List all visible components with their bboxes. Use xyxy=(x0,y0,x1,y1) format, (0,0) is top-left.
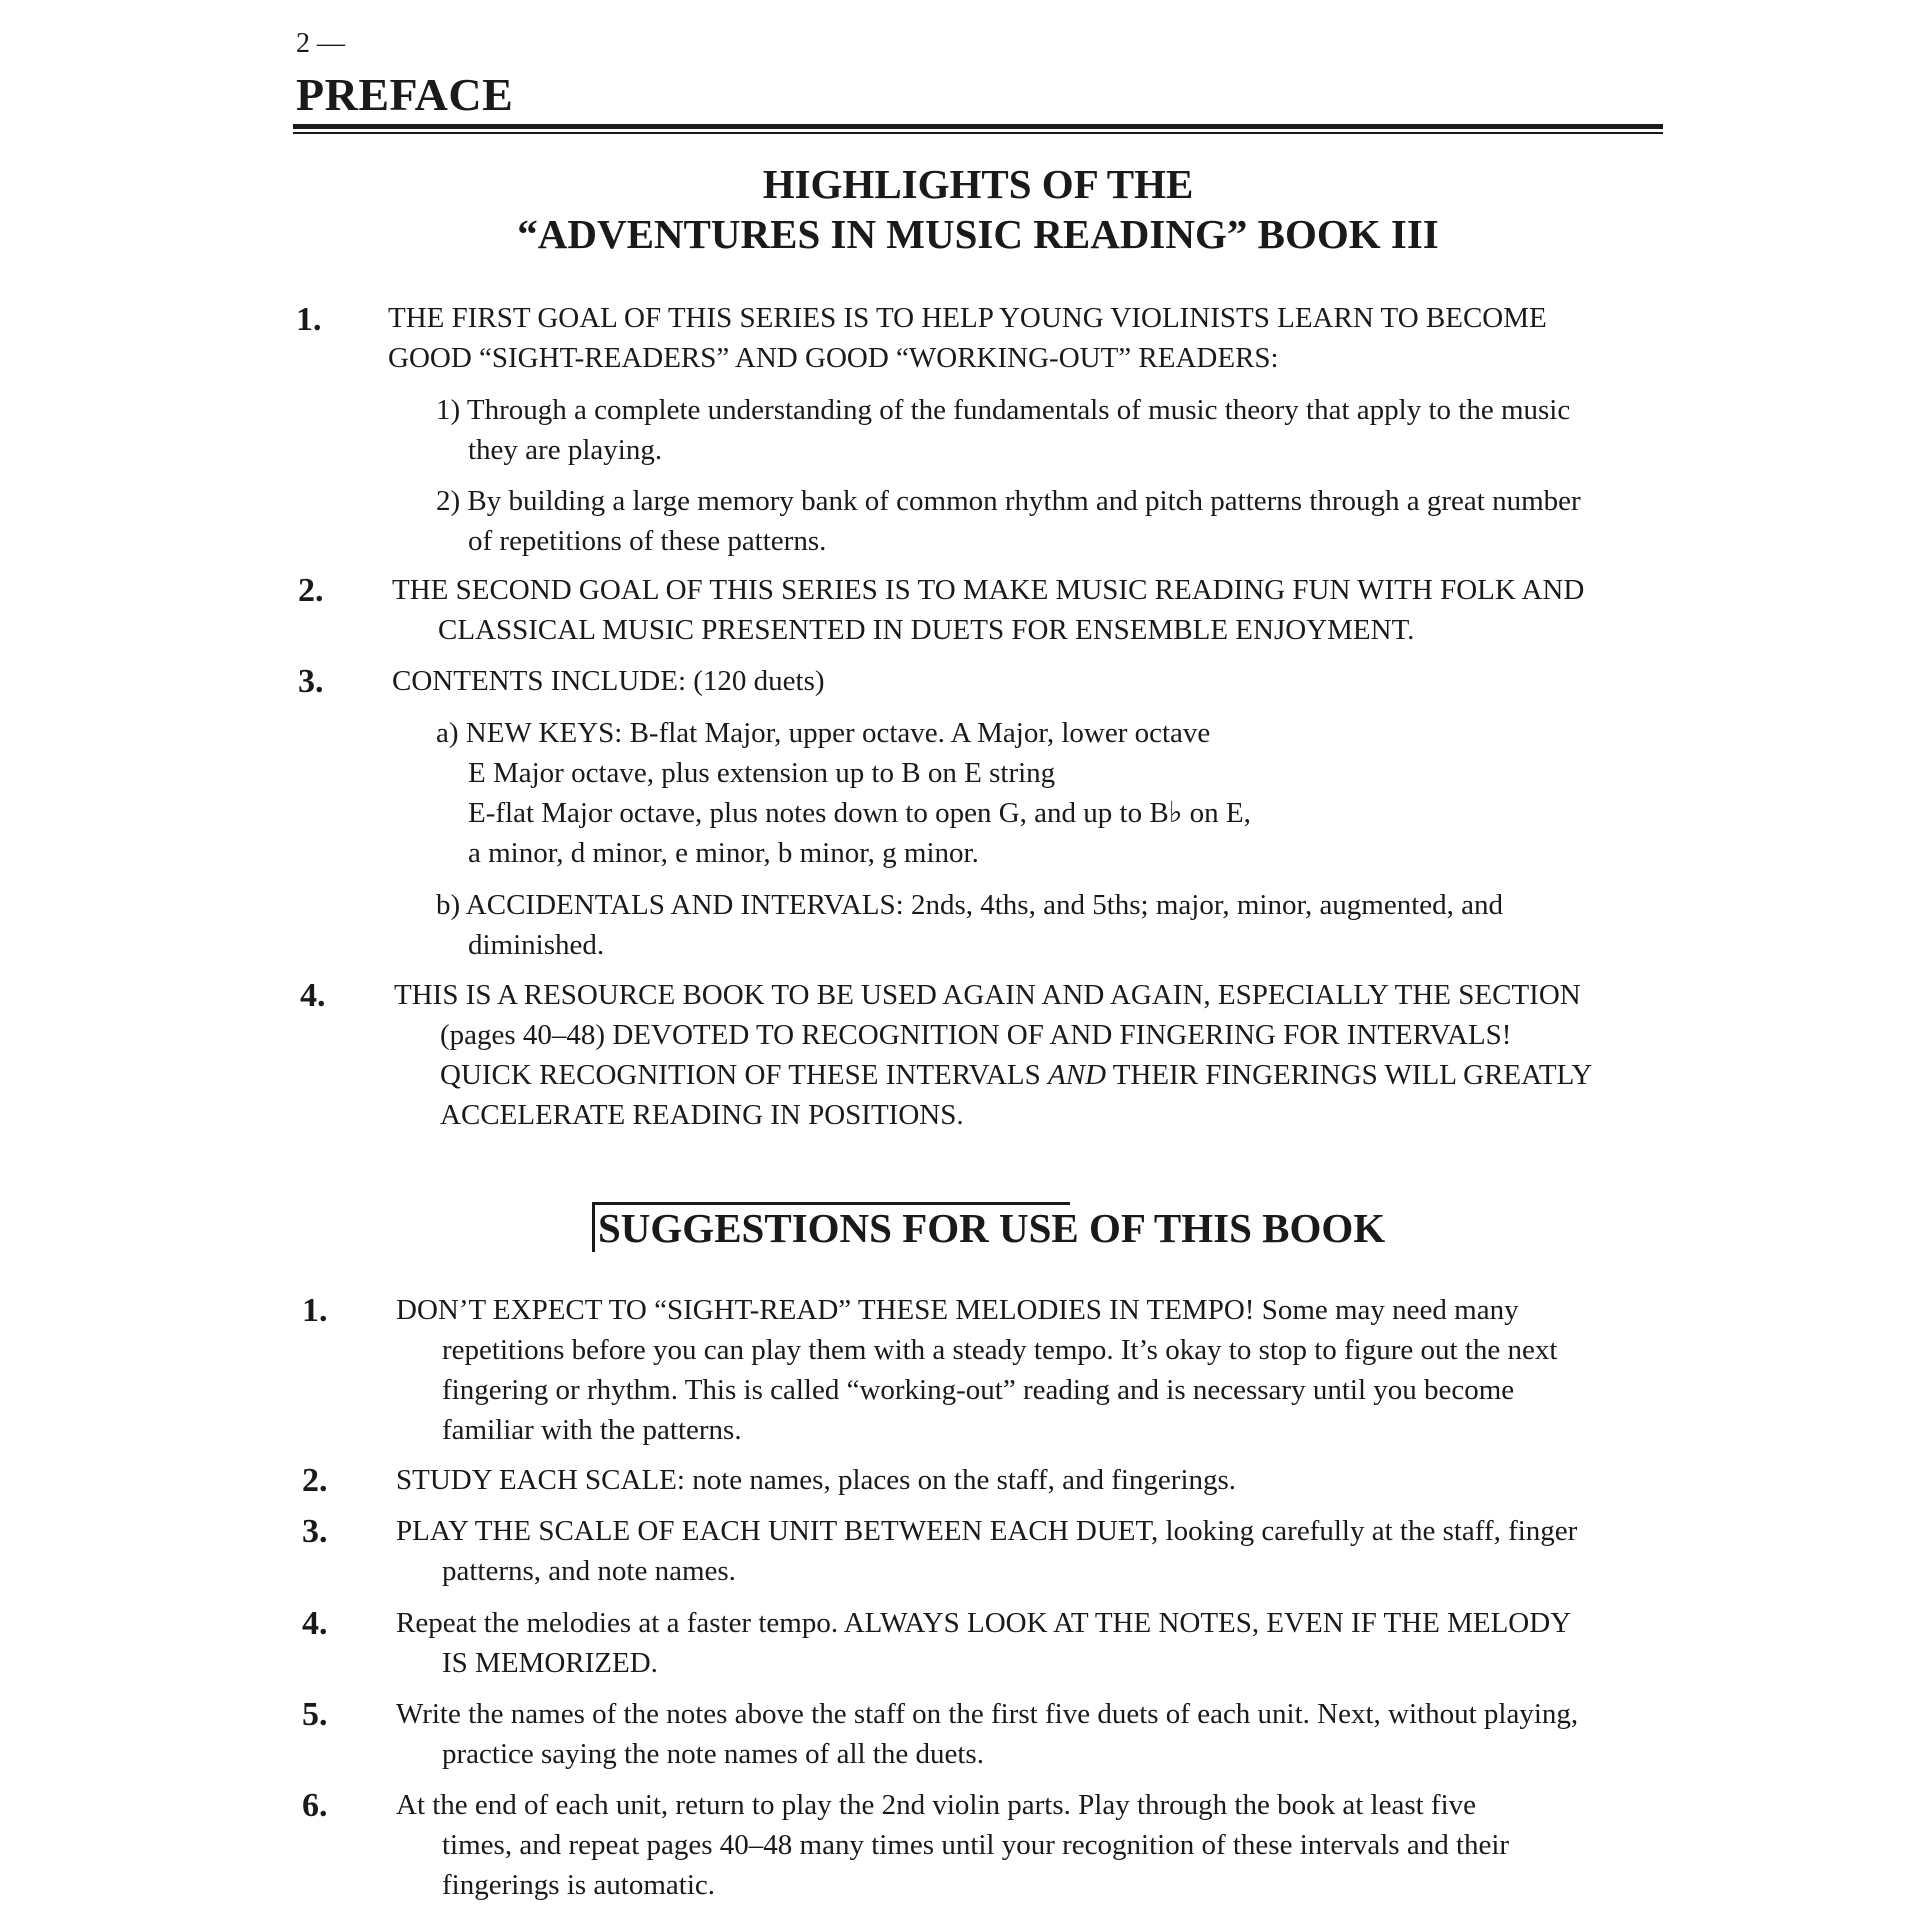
suggestion-number: 1. xyxy=(302,1292,328,1329)
suggestion-number: 3. xyxy=(302,1513,328,1550)
text-segment: THEIR FINGERINGS WILL GREATLY xyxy=(1112,1059,1593,1091)
text-line: practice saying the note names of all the duets. xyxy=(442,1738,984,1770)
highlight-item-1 xyxy=(388,298,1547,378)
text-line: times, and repeat pages 40–48 many times until your recognition of these intervals and their xyxy=(442,1829,1510,1861)
emphasis-text: AND xyxy=(1048,1059,1107,1091)
highlight-item-4 xyxy=(394,975,1592,1135)
text-line: (pages 40–48) DEVOTED TO RECOGNITION OF AND FINGERING FOR INTERVALS! xyxy=(440,1019,1512,1051)
text-line: Write the names of the notes above the staff on the first five duets of each unit. Next, without playing, xyxy=(396,1698,1579,1730)
text-line: b) ACCIDENTALS AND INTERVALS: 2nds, 4ths, and 5ths; major, minor, augmented, and xyxy=(436,889,1504,921)
text-line: GOOD “SIGHT-READERS” AND GOOD “WORKING-OUT” READERS: xyxy=(388,342,1279,374)
suggestion-item-5 xyxy=(396,1694,1578,1774)
page-heading: PREFACE xyxy=(296,69,514,120)
text-line: fingerings is automatic. xyxy=(442,1869,716,1901)
suggestion-item-6 xyxy=(396,1785,1509,1905)
page-number: 2 — xyxy=(296,28,345,59)
highlight-subitem-3-a xyxy=(436,713,1251,873)
highlight-item-3 xyxy=(392,661,825,701)
suggestion-number: 2. xyxy=(302,1462,328,1499)
suggestions-title: SUGGESTIONS FOR USE OF THIS BOOK xyxy=(598,1205,1386,1251)
suggestion-number: 5. xyxy=(302,1696,328,1733)
text-line: E Major octave, plus extension up to B on E string xyxy=(468,757,1056,789)
highlight-item-2 xyxy=(392,570,1584,650)
highlight-number: 3. xyxy=(298,663,324,700)
highlight-subitem-1-2 xyxy=(436,481,1581,561)
text-line: CONTENTS INCLUDE: (120 duets) xyxy=(392,665,825,697)
text-line: a minor, d minor, e minor, b minor, g minor. xyxy=(468,837,979,869)
text-line: a) NEW KEYS: B-flat Major, upper octave. A Major, lower octave xyxy=(436,717,1211,749)
text-line: patterns, and note names. xyxy=(442,1555,736,1587)
text-line: of repetitions of these patterns. xyxy=(468,525,827,557)
highlight-number: 1. xyxy=(296,301,322,338)
highlight-number: 2. xyxy=(298,572,324,609)
text-line: familiar with the patterns. xyxy=(442,1414,742,1446)
text-line: THIS IS A RESOURCE BOOK TO BE USED AGAIN AND AGAIN, ESPECIALLY THE SECTION xyxy=(394,979,1581,1011)
highlight-subitem-3-b xyxy=(436,885,1503,965)
text-line: DON’T EXPECT TO “SIGHT-READ” THESE MELODIES IN TEMPO! Some may need many xyxy=(396,1294,1519,1326)
text-line: THE FIRST GOAL OF THIS SERIES IS TO HELP YOUNG VIOLINISTS LEARN TO BECOME xyxy=(388,302,1547,334)
highlights-title-line2: “ADVENTURES IN MUSIC READING” BOOK III xyxy=(517,211,1439,257)
text-line xyxy=(394,1055,1592,1095)
highlights-title-line1: HIGHLIGHTS OF THE xyxy=(762,161,1194,207)
highlight-subitem-1-1 xyxy=(436,390,1570,470)
text-line: PLAY THE SCALE OF EACH UNIT BETWEEN EACH DUET, looking carefully at the staff, finger xyxy=(396,1515,1578,1547)
text-line: 1) Through a complete understanding of the fundamentals of music theory that apply to the music xyxy=(436,394,1571,426)
text-line: ACCELERATE READING IN POSITIONS. xyxy=(440,1099,964,1131)
text-line: fingering or rhythm. This is called “working-out” reading and is necessary until you become xyxy=(442,1374,1515,1406)
text-line: CLASSICAL MUSIC PRESENTED IN DUETS FOR ENSEMBLE ENJOYMENT. xyxy=(438,614,1415,646)
suggestion-number: 6. xyxy=(302,1787,328,1824)
text-line: STUDY EACH SCALE: note names, places on the staff, and fingerings. xyxy=(396,1464,1237,1496)
suggestion-number: 4. xyxy=(302,1605,328,1642)
suggestion-item-1 xyxy=(396,1290,1557,1450)
text-line: they are playing. xyxy=(468,434,663,466)
header-rule-thick xyxy=(293,124,1663,129)
text-line: repetitions before you can play them with a steady tempo. It’s okay to stop to figure out the next xyxy=(442,1334,1558,1366)
text-line: At the end of each unit, return to play the 2nd violin parts. Play through the book at least five xyxy=(396,1789,1476,1821)
text-line: diminished. xyxy=(468,929,605,961)
text-line: E-flat Major octave, plus notes down to open G, and up to B♭ on E, xyxy=(468,797,1251,829)
text-line: Repeat the melodies at a faster tempo. ALWAYS LOOK AT THE NOTES, EVEN IF THE MELODY xyxy=(396,1607,1572,1639)
suggestion-item-4 xyxy=(396,1603,1571,1683)
text-line: IS MEMORIZED. xyxy=(442,1647,658,1679)
suggestion-item-3 xyxy=(396,1511,1577,1591)
text-segment: QUICK RECOGNITION OF THESE INTERVALS xyxy=(440,1059,1041,1091)
text-line: 2) By building a large memory bank of common rhythm and pitch patterns through a great number xyxy=(436,485,1581,517)
highlight-number: 4. xyxy=(300,977,326,1014)
suggestion-item-2 xyxy=(396,1460,1236,1500)
header-rule-thin xyxy=(293,132,1663,134)
text-line: THE SECOND GOAL OF THIS SERIES IS TO MAKE MUSIC READING FUN WITH FOLK AND xyxy=(392,574,1585,606)
